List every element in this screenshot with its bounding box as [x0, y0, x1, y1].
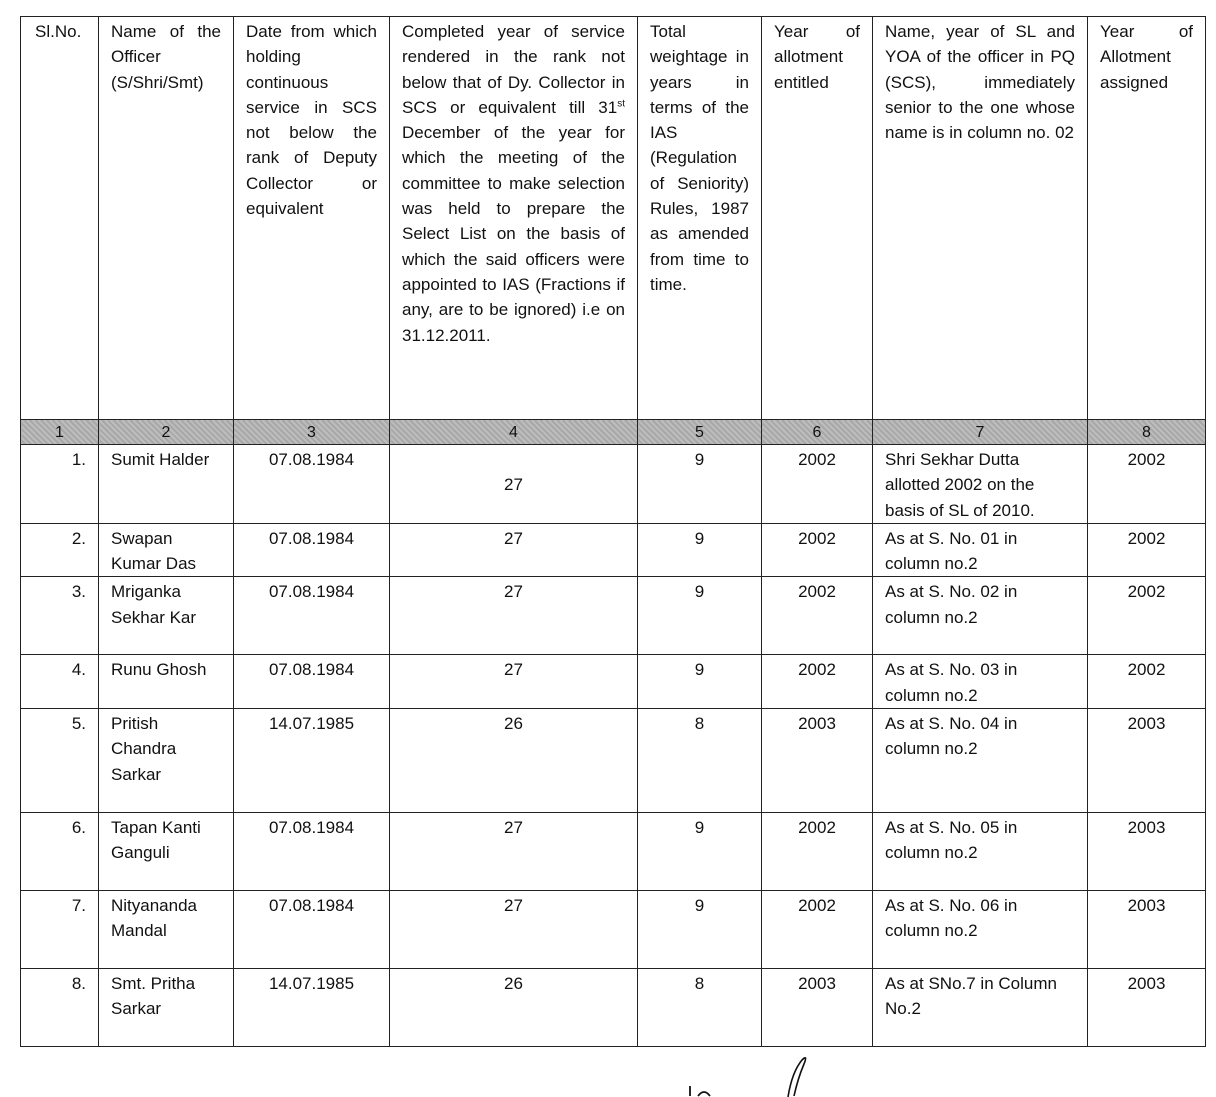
header-officer-name: Name of the Officer (S/Shri/Smt): [99, 17, 234, 420]
officer-name-cell: Nityananda Mandal: [99, 891, 234, 969]
column-number: 3: [234, 420, 390, 445]
sl-cell: 2.: [21, 523, 99, 577]
header-year-assigned: Year of Allotment assigned: [1088, 17, 1206, 420]
sl-cell: 6.: [21, 813, 99, 891]
table-row: [21, 445, 1206, 524]
completed-years-cell: 26: [390, 709, 638, 813]
column-number-row: [21, 420, 1206, 445]
completed-years-cell: 27: [390, 445, 638, 524]
completed-years-cell: 27: [390, 813, 638, 891]
sl-cell: 8.: [21, 969, 99, 1047]
senior-officer-cell: As at S. No. 01 in column no.2: [873, 523, 1088, 577]
seniority-table: [20, 16, 1206, 1047]
service-date-cell: 14.07.1985: [234, 969, 390, 1047]
header-completed-years-sup: st: [617, 98, 625, 110]
senior-officer-cell: As at S. No. 06 in column no.2: [873, 891, 1088, 969]
senior-officer-cell: As at SNo.7 in Column No.2: [873, 969, 1088, 1047]
weightage-cell: 9: [638, 577, 762, 655]
weightage-cell: 9: [638, 813, 762, 891]
service-date-cell: 14.07.1985: [234, 709, 390, 813]
completed-years-cell: 27: [390, 523, 638, 577]
year-entitled-cell: 2002: [762, 655, 873, 709]
year-entitled-cell: 2002: [762, 813, 873, 891]
year-entitled-cell: 2003: [762, 709, 873, 813]
table-row: [21, 813, 1206, 891]
table-row: [21, 577, 1206, 655]
officer-name-cell: Swapan Kumar Das: [99, 523, 234, 577]
weightage-cell: 9: [638, 523, 762, 577]
officer-name-cell: Smt. Pritha Sarkar: [99, 969, 234, 1047]
header-continuous-service-date: Date from which holding continuous service in SCS not below the rank of Deputy Collector or equivalent: [234, 17, 390, 420]
header-senior-officer: Name, year of SL and YOA of the officer in PQ (SCS), immediately senior to the one whose name is in column no. 02: [873, 17, 1088, 420]
column-number: 5: [638, 420, 762, 445]
sl-cell: 7.: [21, 891, 99, 969]
header-completed-years-post: December of the year for which the meeting of the committee to make selection was held to prepare the Select List on the basis of which the said officers were appointed to IAS (Fractions if any, are to be ignored) i.e on 31.12.2011.: [402, 123, 625, 345]
header-completed-years-pre: Completed year of service rendered in the rank not below that of Dy. Collector in SCS or equivalent till 31: [402, 22, 625, 117]
table-row: [21, 891, 1206, 969]
sl-cell: 5.: [21, 709, 99, 813]
sl-cell: 3.: [21, 577, 99, 655]
senior-officer-cell: As at S. No. 03 in column no.2: [873, 655, 1088, 709]
table-row: [21, 709, 1206, 813]
header-row: [21, 17, 1206, 420]
senior-officer-cell: Shri Sekhar Dutta allotted 2002 on the basis of SL of 2010.: [873, 445, 1088, 524]
senior-officer-cell: As at S. No. 05 in column no.2: [873, 813, 1088, 891]
sl-cell: 1.: [21, 445, 99, 524]
senior-officer-cell: As at S. No. 04 in column no.2: [873, 709, 1088, 813]
service-date-cell: 07.08.1984: [234, 577, 390, 655]
year-assigned-cell: 2003: [1088, 969, 1206, 1047]
officer-name-cell: Mriganka Sekhar Kar: [99, 577, 234, 655]
completed-years-cell: 27: [390, 891, 638, 969]
column-number: 6: [762, 420, 873, 445]
column-number: 2: [99, 420, 234, 445]
officer-name-cell: Runu Ghosh: [99, 655, 234, 709]
year-assigned-cell: 2003: [1088, 813, 1206, 891]
completed-years-cell: 27: [390, 655, 638, 709]
year-entitled-cell: 2002: [762, 891, 873, 969]
completed-years-cell: 27: [390, 577, 638, 655]
header-year-entitled: Year of allotment entitled: [762, 17, 873, 420]
service-date-cell: 07.08.1984: [234, 813, 390, 891]
weightage-cell: 8: [638, 709, 762, 813]
weightage-cell: 9: [638, 891, 762, 969]
weightage-cell: 8: [638, 969, 762, 1047]
year-assigned-cell: 2002: [1088, 655, 1206, 709]
header-total-weightage: Total weightage in years in terms of the IAS (Regulation of Seniority) Rules, 1987 as amended from time to time.: [638, 17, 762, 420]
senior-officer-cell: As at S. No. 02 in column no.2: [873, 577, 1088, 655]
year-assigned-cell: 2003: [1088, 709, 1206, 813]
service-date-cell: 07.08.1984: [234, 655, 390, 709]
year-assigned-cell: 2002: [1088, 445, 1206, 524]
year-entitled-cell: 2003: [762, 969, 873, 1047]
weightage-cell: 9: [638, 655, 762, 709]
officer-name-cell: Sumit Halder: [99, 445, 234, 524]
service-date-cell: 07.08.1984: [234, 523, 390, 577]
service-date-cell: 07.08.1984: [234, 445, 390, 524]
header-sl-no: Sl.No.: [21, 17, 99, 420]
header-completed-years: [390, 17, 638, 420]
column-number: 1: [21, 420, 99, 445]
year-entitled-cell: 2002: [762, 445, 873, 524]
year-assigned-cell: 2002: [1088, 523, 1206, 577]
year-entitled-cell: 2002: [762, 577, 873, 655]
signature-mark: [670, 1052, 870, 1097]
year-assigned-cell: 2003: [1088, 891, 1206, 969]
table-row: [21, 969, 1206, 1047]
year-assigned-cell: 2002: [1088, 577, 1206, 655]
column-number: 8: [1088, 420, 1206, 445]
table-row: [21, 655, 1206, 709]
weightage-cell: 9: [638, 445, 762, 524]
column-number: 7: [873, 420, 1088, 445]
table-row: [21, 523, 1206, 577]
officer-name-cell: Tapan Kanti Ganguli: [99, 813, 234, 891]
sl-cell: 4.: [21, 655, 99, 709]
completed-years-cell: 26: [390, 969, 638, 1047]
year-entitled-cell: 2002: [762, 523, 873, 577]
service-date-cell: 07.08.1984: [234, 891, 390, 969]
officer-name-cell: Pritish Chandra Sarkar: [99, 709, 234, 813]
column-number: 4: [390, 420, 638, 445]
